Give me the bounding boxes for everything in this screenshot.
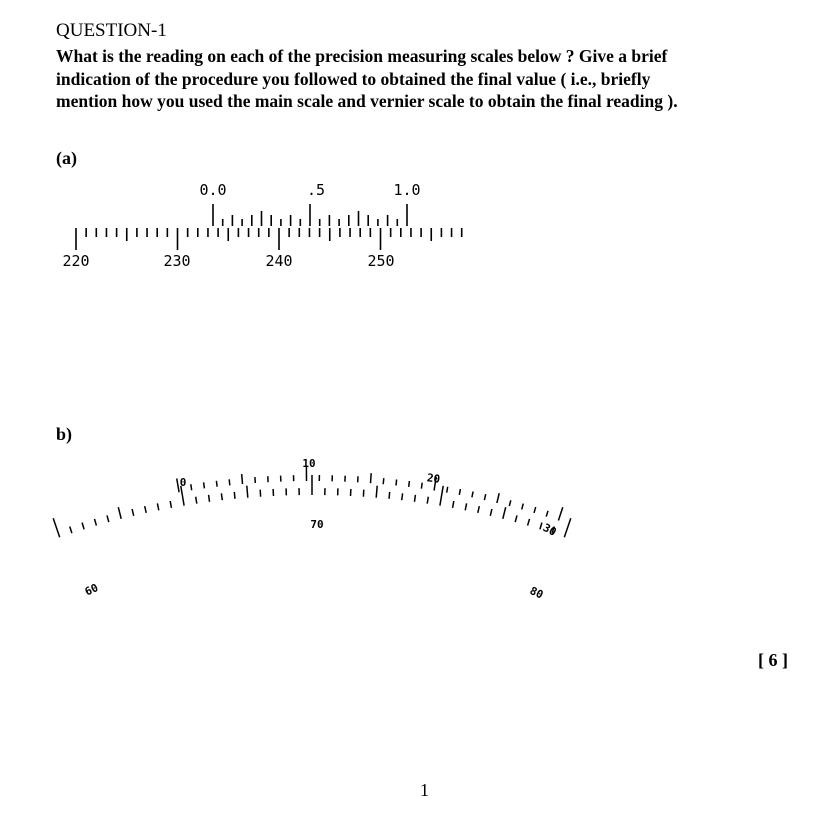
question-line-1: What is the reading on each of the precision measuring scales below ? Give a brief	[56, 46, 668, 66]
arc-vernier-tick	[191, 484, 192, 490]
arc-vernier-tick	[534, 507, 536, 513]
arc-vernier-tick	[371, 473, 372, 483]
arc-vernier-label-0: 0	[179, 476, 187, 489]
arc-main-tick	[440, 486, 443, 506]
arc-vernier-tick	[497, 493, 499, 503]
vernier-label-5: .5	[306, 181, 326, 199]
question-line-2: indication of the procedure you followed to obtained the final value ( i.e., briefly	[56, 68, 651, 89]
arc-main-tick	[247, 486, 248, 498]
arc-vernier-tick	[484, 494, 485, 500]
arc-main-label-80: 80	[527, 584, 546, 602]
arc-main-tick	[453, 501, 454, 508]
arc-vernier-tick	[459, 489, 460, 495]
arc-main-tick	[107, 515, 109, 522]
arc-vernier-label-20: 20	[426, 471, 441, 486]
arc-main-tick	[478, 506, 480, 513]
arc-vernier-tick	[383, 478, 384, 484]
arc-main-tick	[465, 503, 466, 510]
arc-vernier-tick	[396, 480, 397, 486]
arc-vernier-tick	[447, 487, 448, 493]
arc-vernier-tick	[204, 482, 205, 488]
arc-main-tick	[389, 492, 390, 499]
arc-vernier-tick	[229, 479, 230, 485]
question-line-3: mention how you used the main scale and vernier scale to obtain the final reading ).	[56, 91, 678, 111]
arc-main-tick	[132, 509, 134, 516]
arc-main-label-70: 70	[310, 518, 324, 531]
part-a-label: (a)	[56, 148, 77, 168]
arc-main-tick	[515, 515, 517, 522]
arc-vernier-tick	[472, 492, 473, 498]
arc-main-tick	[70, 527, 72, 534]
arc-main-tick	[118, 507, 121, 519]
arc-vernier-tick	[509, 500, 511, 506]
main-label-240: 240	[265, 252, 293, 270]
arc-vernier-tick	[409, 481, 410, 487]
arc-main-tick	[209, 495, 210, 502]
arc-vernier-tick	[421, 483, 422, 489]
arc-main-tick	[376, 486, 377, 498]
part-b-label: b)	[56, 424, 73, 444]
arc-vernier-tick	[522, 504, 524, 510]
arc-vernier-label-10: 10	[302, 457, 316, 470]
vernier-label-0: 0.0	[199, 181, 227, 199]
arc-vernier-tick	[216, 481, 217, 487]
arc-vernier-label-30: 30	[540, 521, 559, 539]
arc-main-label-60: 60	[82, 581, 101, 599]
arc-main-tick	[564, 518, 571, 537]
arc-vernier-tick	[242, 474, 243, 484]
main-label-250: 250	[367, 252, 395, 270]
arc-vernier-tick	[558, 507, 562, 520]
arc-main-tick	[221, 493, 222, 500]
arc-main-tick	[157, 503, 158, 510]
main-label-230: 230	[163, 252, 191, 270]
main-label-220: 220	[62, 252, 90, 270]
arc-main-tick	[53, 518, 60, 537]
arc-main-tick	[540, 523, 542, 530]
page-number: 1	[420, 780, 429, 800]
arc-main-tick	[490, 509, 492, 516]
marks-allocation: [ 6 ]	[758, 650, 788, 670]
arc-main-tick	[427, 497, 428, 504]
arc-main-tick	[145, 506, 147, 513]
arc-main-tick	[402, 493, 403, 500]
arc-vernier-tick	[546, 511, 548, 517]
arc-main-tick	[503, 507, 506, 519]
arc-main-tick	[415, 495, 416, 502]
question-title: QUESTION-1	[56, 20, 167, 41]
arc-main-tick	[234, 492, 235, 499]
arc-main-tick	[170, 501, 171, 508]
arc-main-tick	[82, 523, 84, 530]
arc-main-tick	[95, 519, 97, 526]
arc-main-tick	[528, 519, 530, 526]
arc-main-tick	[196, 497, 197, 504]
vernier-label-10: 1.0	[393, 181, 421, 199]
